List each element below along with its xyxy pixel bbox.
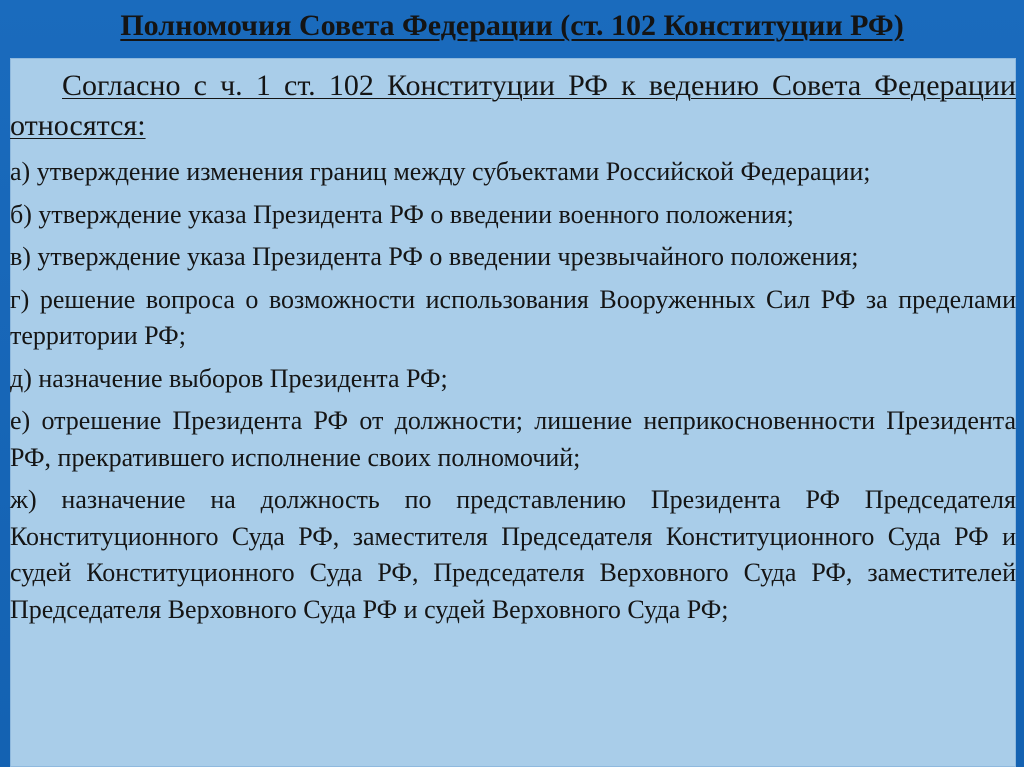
list-item-g: г) решение вопроса о возможности использования Вооруженных Сил РФ за пределами территории РФ; xyxy=(10,284,1016,350)
list-item-e: е) отрешение Президента РФ от должности; лишение неприкосновенности Президента РФ, прекратившего исполнение своих полномочий; xyxy=(10,406,1016,472)
lead-paragraph: Согласно с ч. 1 ст. 102 Конституции РФ к ведению Совета Федерации относятся: xyxy=(10,69,1016,142)
list-item-zh: ж) назначение на должность по представлению Президента РФ Председателя Конституционного Суда РФ, заместителя Председателя Конституционного Суда РФ и судей Конституционного Суда РФ, Председателя Верховного Суда РФ, заместителей Председателя Верховного Суда РФ и судей Верховного Суда РФ; xyxy=(10,485,1016,624)
list-item-v: в) утверждение указа Президента РФ о введении чрезвычайного положения; xyxy=(10,242,859,271)
list-item-b: б) утверждение указа Президента РФ о введении военного положения; xyxy=(10,199,794,229)
list-item-a: а) утверждение изменения границ между субъектами Российской Федерации; xyxy=(10,157,871,186)
list-item-d: д) назначение выборов Президента РФ; xyxy=(10,363,448,393)
slide-body xyxy=(10,66,1016,628)
slide-title: Полномочия Совета Федерации (ст. 102 Конституции РФ) xyxy=(120,9,904,42)
